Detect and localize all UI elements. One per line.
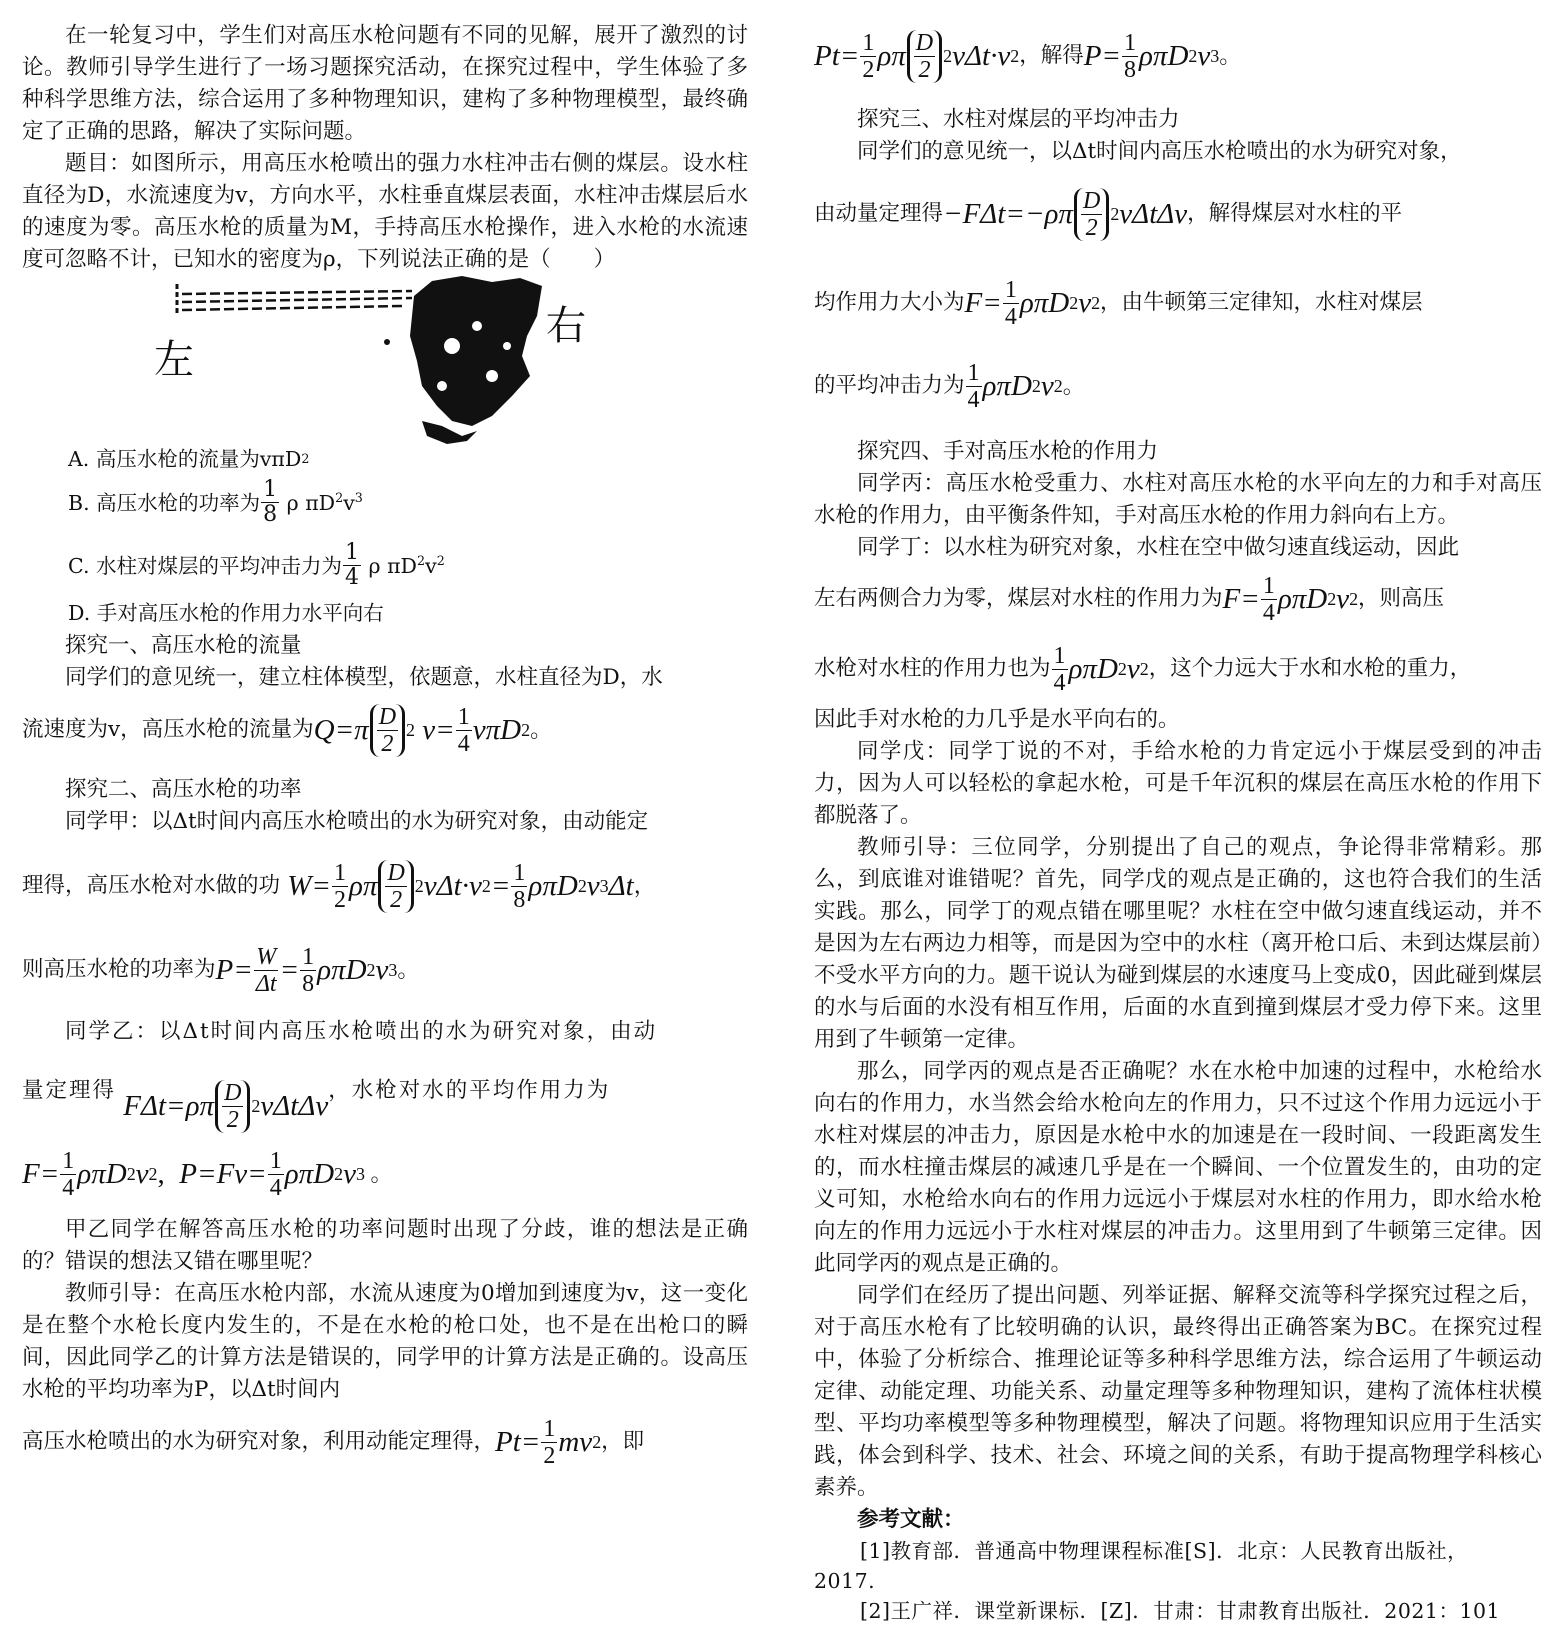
option-d: D. 手对高压水枪的作用力水平向右 <box>68 601 384 625</box>
power-result: P= $\frac{1}{8}$ ρπD 2 v 3 。 <box>1083 29 1242 83</box>
option-a: A. 高压水枪的流量为vπD 2 <box>68 447 310 471</box>
s3-momentum-line: 由动量定理得 −FΔt=−ρπ $\frac{D}{2}$ 2 vΔtΔv ，解得煤层对水柱的平 <box>814 187 1403 241</box>
question-paragraph: 题目：如图所示，用高压水枪喷出的强力水柱冲击右侧的煤层。设水柱直径为D，水流速度为v，方向水平，水柱垂直煤层表面，水柱冲击煤层后水的速度为零。高压水枪的质量为M，手持高压水枪操作，进入水枪的水流速度可忽略不计，已知水的密度为ρ，下列说法正确的是（ ） <box>22 151 748 272</box>
conclusion: 同学们在经历了提出问题、列举证据、解释交流等科学探究过程之后，对于高压水枪有了比较明确的认识，最终得出正确答案为BC。在探究过程中，体验了分析综合、推理论证等多种科学思维方法，综合运用了牛顿运动定律、动能定理、功能关系、动量定理等多种物理知识，建构了流体柱状模型、平均功率模型等多种物理模型，解决了问题。将物理知识应用于生活实践，体会到科学、技术、社会、环境之间的关系，有助于提高物理学科核心素养。 <box>814 1283 1542 1500</box>
gun-force-formula: $\frac{1}{4}$ ρπD 2 v 2 <box>1053 642 1149 696</box>
momentum-formula: FΔt=ρπ $\frac{D}{2}$ 2 vΔtΔv <box>116 1079 329 1133</box>
option-c: C. 水柱对煤层的平均冲击力为 $\frac{1}{4}$ ρ $\pi D^2v^2$ <box>68 540 445 590</box>
section2-title: 探究二、高压水枪的功率 <box>65 777 302 802</box>
s2-yi: 同学乙：以Δt时间内高压水枪喷出的水为研究对象，由动 <box>65 1019 658 1044</box>
s4-wu: 同学戊：同学丁说的不对，手给水枪的力肯定远小于煤层受到的冲击力，因为人可以轻松的拿起水枪，可是千年沉积的煤层在高压水枪的作用下都脱落了。 <box>814 739 1542 828</box>
s2-work-line: 理得，高压水枪对水做的功 W= $\frac{1}{2}$ ρπ $\frac{D}{2}$ 2 vΔt·v 2 = $\frac{1}{8}$ ρπD 2 v 3 Δt ， <box>22 859 656 913</box>
s1-formula-line: 流速度为v，高压水枪的流量为 Q=π $\frac{D}{2}$ 2 v= $\frac{1}{4}$ vπD 2 。 <box>22 703 553 757</box>
intro-paragraph: 在一轮复习中，学生们对高压水枪问题有不同的见解，展开了激烈的讨论。教师引导学生进行了一场习题探究活动，在探究过程中，学生体验了多种科学思维方法，综合运用了多种物理知识，建构了多种物理模型，最终确定了正确的思路，解决了实际问题。 <box>22 23 748 144</box>
avg-force-formula: F= $\frac{1}{4}$ ρπD 2 v 2 <box>964 276 1101 330</box>
s4-teacher1: 教师引导：三位同学，分别提出了自己的观点，争论得非常精彩。那么，到底谁对谁错呢？首先，同学戊的观点是正确的，这也符合我们的生活实践。那么，同学丁的观点错在哪里呢？水柱在空中做匀速直线运动，并不是因为左右两边力相等，而是因为空中的水柱（离开枪口后、未到达煤层前）不受水平方向的力。题干说认为碰到煤层的水速度马上变成0，因此碰到煤层的水与后面的水没有相互作用，后面的水直到撞到煤层才受力停下来。这里用到了牛顿第一定律。 <box>814 835 1542 1052</box>
s4-ding-line3: 水枪对水柱的作用力也为 $\frac{1}{4}$ ρπD 2 v 2 ，这个力远大于水和水枪的重力， <box>814 642 1472 696</box>
s4-ding: 同学丁：以水柱为研究对象，水柱在空中做匀速直线运动，因此 <box>857 535 1460 560</box>
s3-text: 同学们的意见统一，以Δt时间内高压水枪喷出的水为研究对象， <box>857 139 1462 164</box>
right-column <box>814 8 1542 1626</box>
s2-jia: 同学甲：以Δt时间内高压水枪喷出的水为研究对象，由动能定 <box>65 809 649 834</box>
impulse-formula: −FΔt=−ρπ $\frac{D}{2}$ 2 vΔtΔv <box>943 187 1188 241</box>
reference-1-year: 2017. <box>814 1569 876 1593</box>
s1-text: 同学们的意见统一，建立柱体模型，依题意，水柱直径为D，水 <box>65 665 663 690</box>
reference-1: [1]教育部．普通高中物理课程标准[S]．北京：人民教育出版社， <box>860 1539 1469 1563</box>
section4-title: 探究四、手对高压水枪的作用力 <box>857 439 1159 464</box>
references-title: 参考文献： <box>857 1507 965 1532</box>
s2-force-line <box>22 1134 748 1214</box>
s4-ding-line4: 因此手对水枪的力几乎是水平向右的。 <box>814 707 1180 732</box>
s4-ding-line2: 左右两侧合力为零，煤层对水柱的作用力为 F= $\frac{1}{4}$ ρπD 2 v 2 ，则高压 <box>814 572 1445 626</box>
s4-bing: 同学丙：高压水枪受重力、水柱对高压水枪的水平向左的力和手对高压水枪的作用力，由平衡条件知，手对高压水枪的作用力斜向右上方。 <box>814 471 1542 528</box>
coal-force-formula: F= $\frac{1}{4}$ ρπD 2 v 2 <box>1222 572 1359 626</box>
label-left: 左 <box>154 337 194 383</box>
water-jet-diagram <box>22 276 748 444</box>
fraction: $\frac{1}{8}$ <box>263 477 278 527</box>
label-right: 右 <box>546 303 586 349</box>
impact-formula: $\frac{1}{4}$ ρπD 2 v 2 。 <box>967 359 1085 413</box>
s2-teacher: 教师引导：在高压水枪内部，水流从速度为0增加到速度为v，这一变化是在整个水枪长度内发生的，不是在水枪的枪口处，也不是在出枪口的瞬间，因此同学乙的计算方法是错误的，同学甲的计算方法是正确的。设高压水枪的平均功率为P，以Δt时间内 <box>22 1281 748 1402</box>
s3-impact-line: 的平均冲击力为 $\frac{1}{4}$ ρπD 2 v 2 。 <box>814 359 1085 413</box>
s2-last-line: 高压水枪喷出的水为研究对象，利用动能定理得， Pt= $\frac{1}{2}$ mv 2 ，即 <box>22 1415 645 1469</box>
reference-2: [2]王广祥．课堂新课标．[Z]．甘肃：甘肃教育出版社．2021：101 <box>860 1599 1501 1623</box>
power-formula: P= $\frac{W}{\Delta t}$ = $\frac{1}{8}$ ρπD 2 v 3 。 <box>215 943 420 997</box>
fraction: $\frac{1}{4}$ <box>345 540 359 590</box>
kinetic-formula: Pt= $\frac{1}{2}$ mv 2 <box>495 1415 602 1469</box>
s2-momentum-line: 量定理得 FΔt=ρπ $\frac{D}{2}$ 2 vΔtΔv ，水枪对水的平均作用力为 <box>22 1078 611 1133</box>
work-formula: W= $\frac{1}{2}$ ρπ $\frac{D}{2}$ 2 vΔt·v 2 = $\frac{1}{8}$ ρπD 2 v 3 Δt ， <box>280 859 656 913</box>
figure-water-gun <box>22 276 748 444</box>
left-column <box>22 20 748 1478</box>
r-solve-line: Pt= $\frac{1}{2}$ ρπ $\frac{D}{2}$ 2 vΔt·v 2 ，解得 P= $\frac{1}{8}$ ρπD 2 v 3 。 <box>814 29 1242 83</box>
power-solve-formula: Pt= $\frac{1}{2}$ ρπ $\frac{D}{2}$ 2 vΔt·v 2 <box>814 29 1020 83</box>
section3-title: 探究三、水柱对煤层的平均冲击力 <box>857 107 1180 132</box>
s2-question: 甲乙同学在解答高压水枪的功率问题时出现了分歧，谁的想法是正确的？错误的想法又错在哪里呢？ <box>22 1217 748 1274</box>
force-power-formula: F= $\frac{1}{4}$ ρπD 2 v 2 , P=Fv= $\frac{1}{4}$ ρπD 2 v 3 。 <box>22 1147 393 1201</box>
option-b: B. 高压水枪的功率为 $\frac{1}{8}$ ρ $\pi D^2v^3$ <box>68 477 363 527</box>
s4-teacher2: 那么，同学丙的观点是否正确呢？水在水枪中加速的过程中，水枪给水向右的作用力，水当然会给水枪向左的作用力，只不过这个作用力远远小于水柱对煤层的冲击力，原因是水枪中水的加速是在一段时间、一段距离发生的，而水柱撞击煤层的减速几乎是在一个瞬间、一个位置发生的，由功的定义可知，水枪给水向右的作用力远远小于煤层对水柱的作用力，即水给水枪向左的作用力远远小于水柱对煤层的冲击力。这里用到了牛顿第三定律。因此同学丙的观点是正确的。 <box>814 1059 1542 1276</box>
section1-title: 探究一、高压水枪的流量 <box>65 633 302 658</box>
s2-power-line: 则高压水枪的功率为 P= $\frac{W}{\Delta t}$ = $\frac{1}{8}$ ρπD 2 v 3 。 <box>22 943 420 997</box>
s3-force-line: 均作用力大小为 F= $\frac{1}{4}$ ρπD 2 v 2 ，由牛顿第三定律知，水柱对煤层 <box>814 276 1423 330</box>
flow-formula: Q=π $\frac{D}{2}$ 2 v= $\frac{1}{4}$ vπD 2 。 <box>313 703 553 757</box>
